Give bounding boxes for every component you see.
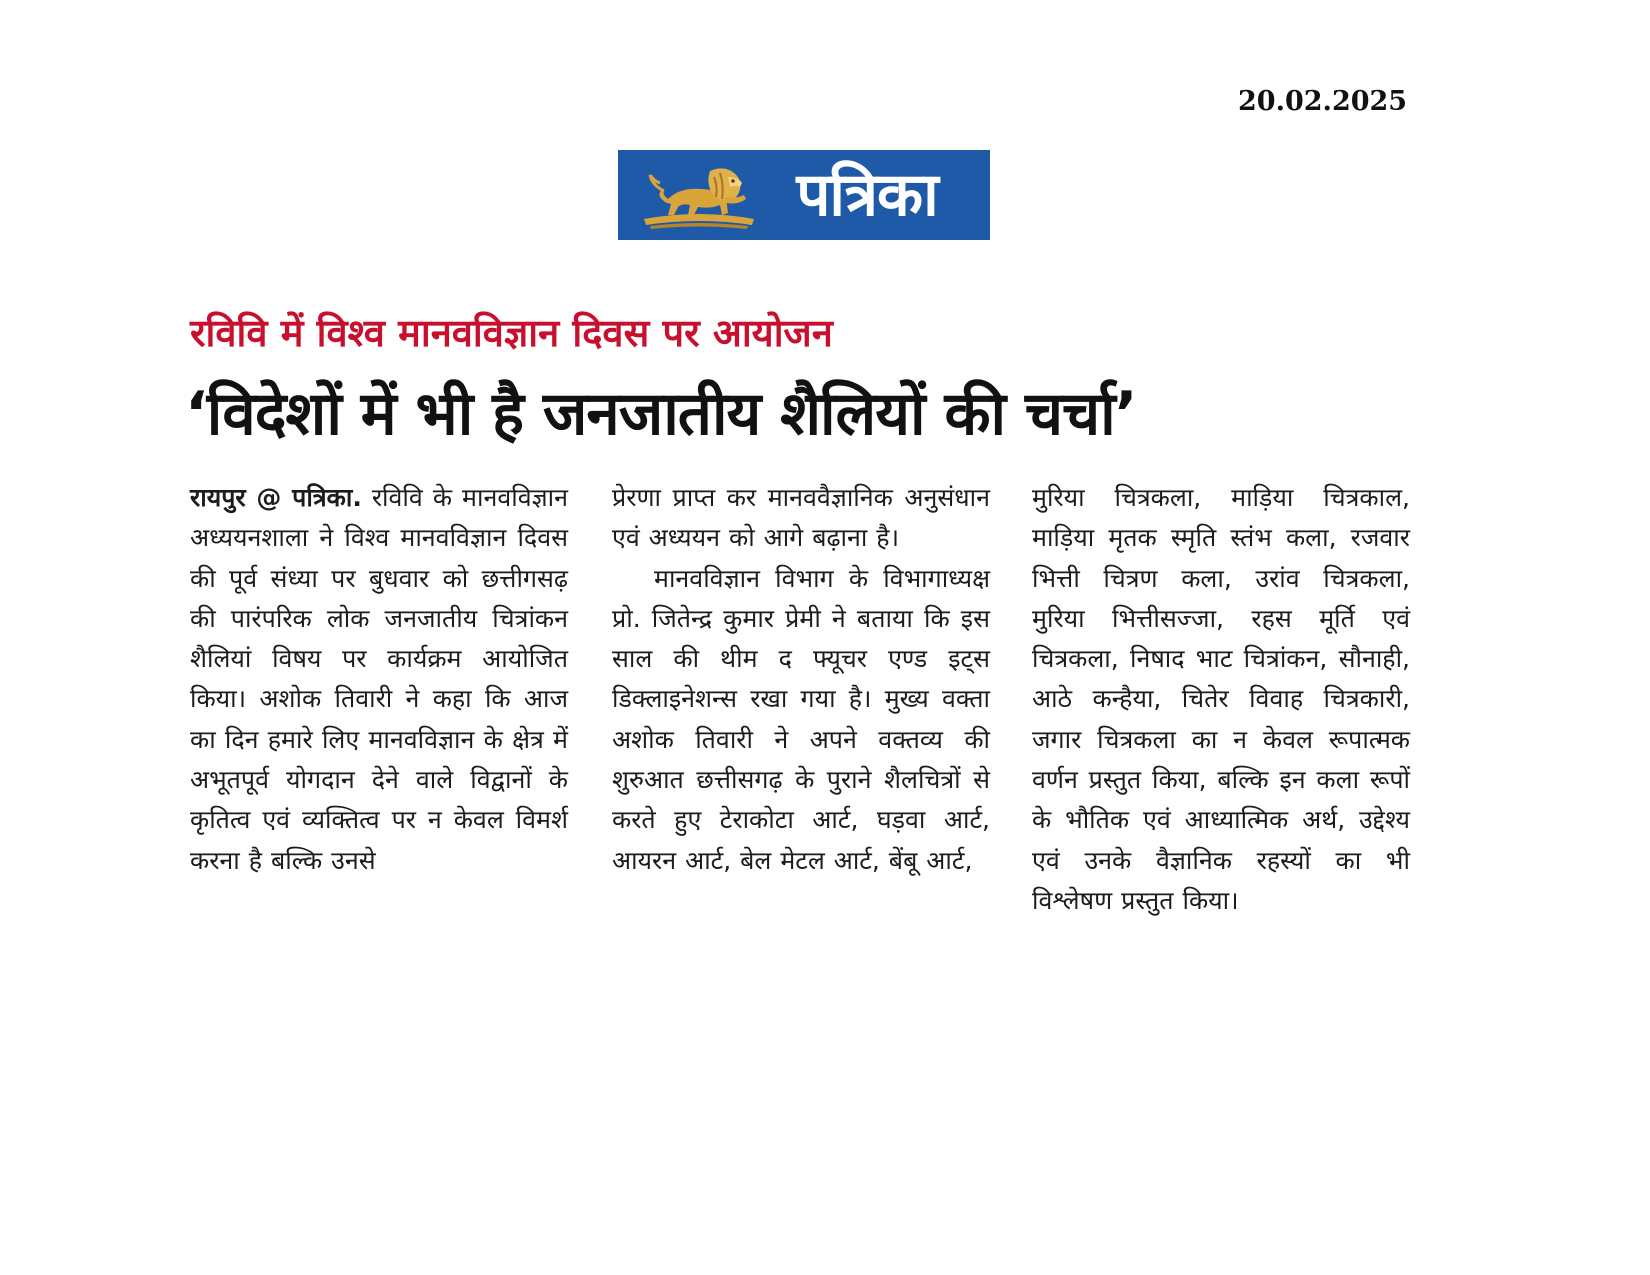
article-paragraph: मुरिया चित्रकला, माड़िया चित्रकाल, माड़िया मृतक स्मृति स्तंभ कला, रजवार भित्ती चित्रण कला, उरांव चित्रकला, मुरिया भित्तीसज्जा, रहस मूर्ति एवं चित्रकला, निषाद भाट चित्रांकन, सौनाही, आठे कन्हैया, चितेर विवाह चित्रकारी, जगार चित्रकला का न केवल रूपात्मक वर्णन प्रस्तुत किया, बल्कि इन कला रूपों के भौतिक एवं आध्यात्मिक अर्थ, उद्देश्य एवं उनके वैज्ञानिक रहस्यों का भी विश्लेषण प्रस्तुत किया। bbox=[1032, 483, 1410, 915]
article-column-3 bbox=[1032, 478, 1410, 921]
lion-icon bbox=[640, 157, 758, 233]
article-paragraph: प्रेरणा प्राप्त कर मानववैज्ञानिक अनुसंधान एवं अध्ययन को आगे बढ़ाना है। bbox=[612, 483, 990, 553]
article-text: रविवि के मानवविज्ञान अध्ययनशाला ने विश्व मानवविज्ञान दिवस की पूर्व संध्या पर बुधवार को छत्तीगसढ़ की पारंपरिक लोक जनजातीय चित्रांकन शैलियां विषय पर कार्यक्रम आयोजित किया। अशोक तिवारी ने कहा कि आज का दिन हमारे लिए मानवविज्ञान के क्षेत्र में अभूतपूर्व योगदान देने वाले विद्वानों के कृतित्व एवं व्यक्तित्व पर न केवल विमर्श करना है बल्कि उनसे bbox=[190, 483, 568, 875]
article-paragraph bbox=[190, 478, 568, 881]
article-column-1 bbox=[190, 478, 568, 881]
article-column-2 bbox=[612, 478, 990, 881]
newspaper-masthead bbox=[618, 150, 990, 240]
masthead-title: पत्रिका bbox=[796, 160, 938, 230]
publication-date: 20.02.2025 bbox=[1238, 86, 1408, 117]
article-kicker: रविवि में विश्व मानवविज्ञान दिवस पर आयोजन bbox=[190, 311, 833, 355]
article-headline: ‘विदेशों में भी है जनजातीय शैलियों की चर्चा’ bbox=[185, 379, 1137, 449]
article-dateline: रायपुर @ पत्रिका. bbox=[190, 483, 362, 512]
article-paragraph: मानवविज्ञान विभाग के विभागाध्यक्ष प्रो. जितेन्द्र कुमार प्रेमी ने बताया कि इस साल की थीम द फ्यूचर एण्ड इट्स डिक्लाइनेशन्स रखा गया है। मुख्य वक्ता अशोक तिवारी ने अपने वक्तव्य की शुरुआत छत्तीसगढ़ के पुराने शैलचित्रों से करते हुए टेराकोटा आर्ट, घड़वा आर्ट, आयरन आर्ट, बेल मेटल आर्ट, बेंबू आर्ट, bbox=[612, 563, 990, 875]
